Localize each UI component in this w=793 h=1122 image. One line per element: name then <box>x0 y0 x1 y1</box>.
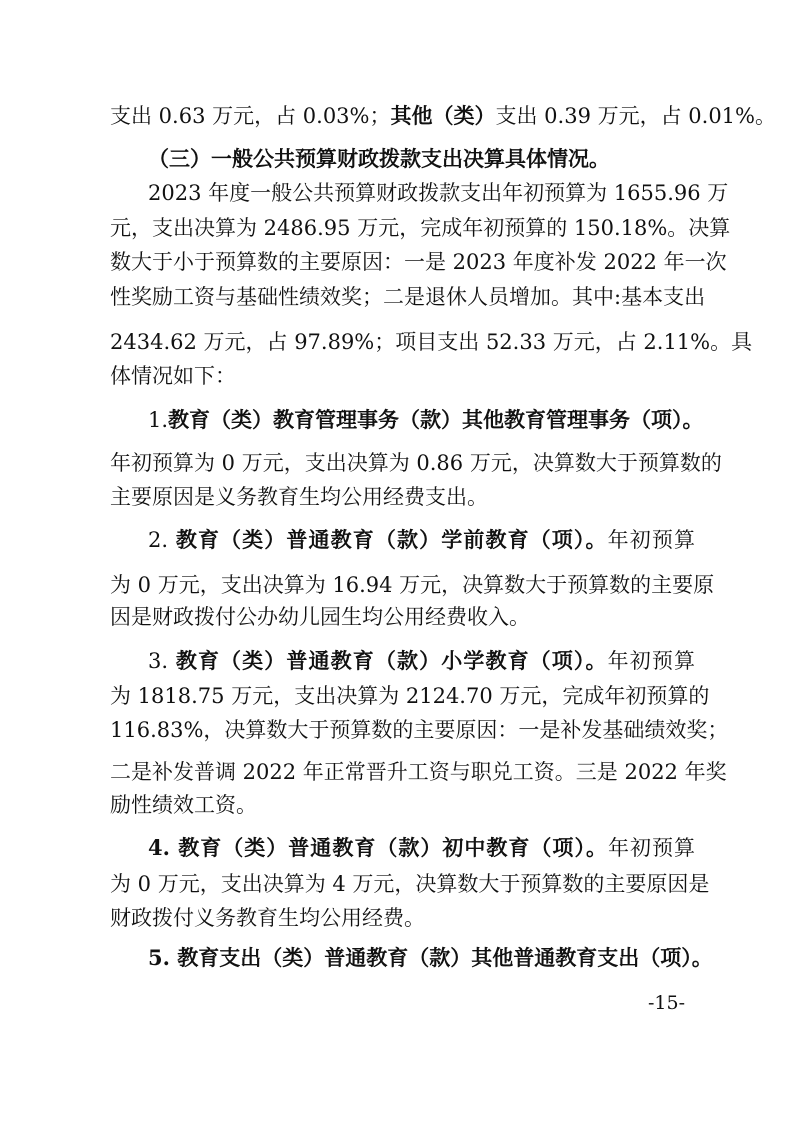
paragraph-line: 数大于小于预算数的主要原因：一是 2023 年度补发 2022 年一次 <box>110 250 727 274</box>
paragraph-line: 2023 年度一般公共预算财政拨款支出年初预算为 1655.96 万 <box>148 181 729 205</box>
paragraph-line: 2434.62 万元，占 97.89%；项目支出 52.33 万元，占 2.11%。具 <box>110 330 753 354</box>
paragraph-line: 116.83%，决算数大于预算数的主要原因：一是补发基础绩效奖； <box>110 718 729 742</box>
paragraph-line: 因是财政拨付公办幼儿园生均公用经费收入。 <box>110 605 530 629</box>
paragraph-line: 年初预算为 0 万元，支出决算为 0.86 万元，决算数大于预算数的 <box>110 451 722 475</box>
paragraph-line: 励性绩效工资。 <box>110 793 257 817</box>
paragraph-line: 二是补发普调 2022 年正常晋升工资与职兑工资。三是 2022 年奖 <box>110 760 727 784</box>
paragraph-line: 体情况如下： <box>110 364 236 388</box>
item-heading: 4. 教育（类）普通教育（款）初中教育（项）。年初预算 <box>148 835 696 860</box>
paragraph-line: 元，支出决算为 2486.95 万元，完成年初预算的 150.18%。决算 <box>110 216 731 240</box>
paragraph-line: 性奖励工资与基础性绩效奖；二是退休人员增加。其中:基本支出 <box>110 285 706 309</box>
paragraph-line: 支出 0.63 万元，占 0.03%；其他（类）支出 0.39 万元，占 0.01%。 <box>110 103 776 128</box>
paragraph-line: 为 0 万元，支出决算为 4 万元，决算数大于预算数的主要原因是 <box>110 872 710 896</box>
item-heading: 1.教育（类）教育管理事务（款）其他教育管理事务（项）。 <box>148 407 704 432</box>
paragraph-line: 为 0 万元，支出决算为 16.94 万元，决算数大于预算数的主要原 <box>110 573 715 597</box>
item-heading: 5. 教育支出（类）普通教育（款）其他普通教育支出（项）。 <box>148 945 713 970</box>
page-number: -15- <box>648 992 686 1014</box>
paragraph-line: 主要原因是义务教育生均公用经费支出。 <box>110 485 488 509</box>
paragraph-line: 财政拨付义务教育生均公用经费。 <box>110 906 425 930</box>
paragraph-line: 为 1818.75 万元，支出决算为 2124.70 万元，完成年初预算的 <box>110 684 710 708</box>
item-heading: 3. 教育（类）普通教育（款）小学教育（项）。年初预算 <box>148 648 696 673</box>
item-heading: 2. 教育（类）普通教育（款）学前教育（项）。年初预算 <box>148 527 696 552</box>
section-heading: （三）一般公共预算财政拨款支出决算具体情况。 <box>148 146 610 171</box>
